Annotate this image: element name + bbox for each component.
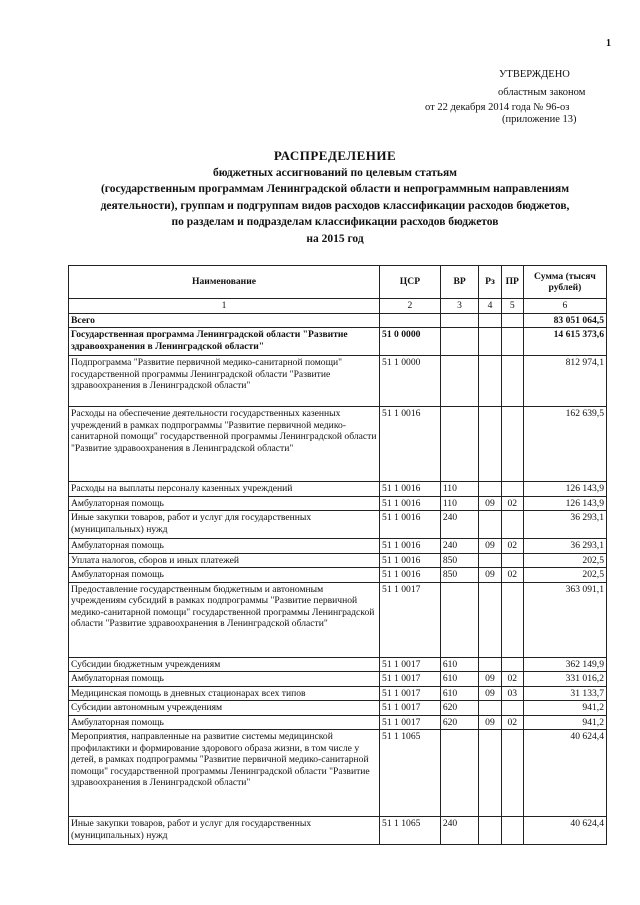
cell-rz <box>479 701 501 716</box>
cell-vr <box>440 313 479 328</box>
table-row <box>69 482 607 497</box>
cell-pr <box>501 657 523 672</box>
cell-csr: 51 1 0016 <box>380 482 441 497</box>
table-row <box>69 730 607 817</box>
title-line-3: деятельности), группам и подгруппам видов расходов классификации расходов бюджетов, <box>100 199 570 212</box>
cell-pr <box>501 701 523 716</box>
cell-vr <box>440 582 479 657</box>
cell-name: Государственная программа Ленинградской области "Развитие здравоохранения в Ленинградской области" <box>69 328 380 356</box>
cell-pr <box>501 553 523 568</box>
cell-vr: 620 <box>440 701 479 716</box>
cell-vr: 610 <box>440 657 479 672</box>
cell-rz: 09 <box>479 686 501 701</box>
cell-csr: 51 1 0016 <box>380 539 441 554</box>
index-cell: 6 <box>523 299 606 314</box>
cell-vr: 850 <box>440 553 479 568</box>
cell-pr <box>501 407 523 482</box>
cell-rz <box>479 482 501 497</box>
cell-vr: 110 <box>440 496 479 511</box>
cell-sum: 162 639,5 <box>523 407 606 482</box>
cell-rz <box>479 553 501 568</box>
approval-date: от 22 декабря 2014 года № 96-оз <box>425 102 570 113</box>
cell-name: Амбулаторная помощь <box>69 496 380 511</box>
title-line-5: на 2015 год <box>306 232 364 245</box>
cell-pr <box>501 482 523 497</box>
header-pr: ПР <box>501 266 523 299</box>
header-name: Наименование <box>69 266 380 299</box>
cell-vr: 850 <box>440 568 479 583</box>
table-row <box>69 496 607 511</box>
cell-name: Амбулаторная помощь <box>69 672 380 687</box>
cell-rz: 09 <box>479 568 501 583</box>
cell-pr <box>501 313 523 328</box>
cell-pr: 02 <box>501 568 523 583</box>
cell-csr: 51 1 0000 <box>380 356 441 407</box>
cell-rz <box>479 657 501 672</box>
cell-csr: 51 1 0017 <box>380 701 441 716</box>
cell-csr: 51 1 0017 <box>380 686 441 701</box>
cell-name: Всего <box>69 313 380 328</box>
cell-sum: 812 974,1 <box>523 356 606 407</box>
cell-csr: 51 1 0016 <box>380 511 441 539</box>
cell-name: Иные закупки товаров, работ и услуг для государственных (муниципальных) нужд <box>69 511 380 539</box>
cell-csr: 51 1 0016 <box>380 496 441 511</box>
cell-vr: 240 <box>440 511 479 539</box>
cell-name: Амбулаторная помощь <box>69 539 380 554</box>
cell-csr: 51 1 1065 <box>380 817 441 845</box>
table-row <box>69 657 607 672</box>
header-csr: ЦСР <box>380 266 441 299</box>
cell-pr <box>501 730 523 817</box>
title-line-4: по разделам и подразделам классификации расходов бюджетов <box>171 216 499 228</box>
cell-rz <box>479 407 501 482</box>
cell-sum: 40 624,4 <box>523 817 606 845</box>
cell-pr <box>501 328 523 356</box>
index-cell: 1 <box>69 299 380 314</box>
approval-appendix: (приложение 13) <box>502 114 577 125</box>
cell-vr: 620 <box>440 715 479 730</box>
cell-rz: 09 <box>479 496 501 511</box>
title-main: РАСПРЕДЕЛЕНИЕ <box>273 148 397 163</box>
cell-pr: 03 <box>501 686 523 701</box>
cell-name: Субсидии автономным учреждениям <box>69 701 380 716</box>
cell-pr: 02 <box>501 672 523 687</box>
cell-name: Иные закупки товаров, работ и услуг для государственных (муниципальных) нужд <box>69 817 380 845</box>
table-row <box>69 328 607 356</box>
cell-rz <box>479 313 501 328</box>
cell-sum: 83 051 064,5 <box>523 313 606 328</box>
cell-pr: 02 <box>501 496 523 511</box>
cell-csr: 51 1 1065 <box>380 730 441 817</box>
cell-rz <box>479 511 501 539</box>
cell-sum: 362 149,9 <box>523 657 606 672</box>
cell-sum: 331 016,2 <box>523 672 606 687</box>
cell-vr: 240 <box>440 539 479 554</box>
cell-sum: 31 133,7 <box>523 686 606 701</box>
cell-pr <box>501 356 523 407</box>
cell-sum: 36 293,1 <box>523 511 606 539</box>
table-row <box>69 672 607 687</box>
cell-csr <box>380 313 441 328</box>
cell-vr <box>440 407 479 482</box>
title-line-1: бюджетных ассигнований по целевым статьям <box>212 166 458 179</box>
table-row <box>69 313 607 328</box>
cell-sum: 363 091,1 <box>523 582 606 657</box>
cell-sum: 941,2 <box>523 701 606 716</box>
table-row <box>69 407 607 482</box>
cell-name: Предоставление государственным бюджетным и автономным учреждениям субсидий в рамках подпрограммы "Развитие первичной медико-санитарной помощи" государственной программы Ленинградской области "Развитие здравоохранения в Ленинградской области" <box>69 582 380 657</box>
cell-csr: 51 0 0000 <box>380 328 441 356</box>
cell-vr: 610 <box>440 686 479 701</box>
index-cell: 5 <box>501 299 523 314</box>
cell-name: Мероприятия, направленные на развитие системы медицинской профилактики и формирование здорового образа жизни, в том числе у детей, в рамках подпрограммы "Развитие первичной медико-санитарной помощи" государственной программы Ленинградской области "Развитие здравоохранения в Ленинградской области" <box>69 730 380 817</box>
table-row <box>69 701 607 716</box>
table-row <box>69 553 607 568</box>
table-row <box>69 356 607 407</box>
header-rz: Рз <box>479 266 501 299</box>
cell-name: Амбулаторная помощь <box>69 715 380 730</box>
index-cell: 4 <box>479 299 501 314</box>
cell-rz: 09 <box>479 539 501 554</box>
cell-csr: 51 1 0017 <box>380 582 441 657</box>
table-row <box>69 539 607 554</box>
table-row <box>69 568 607 583</box>
cell-sum: 36 293,1 <box>523 539 606 554</box>
cell-csr: 51 1 0016 <box>380 568 441 583</box>
cell-vr <box>440 356 479 407</box>
cell-vr: 610 <box>440 672 479 687</box>
cell-sum: 126 143,9 <box>523 496 606 511</box>
cell-pr <box>501 511 523 539</box>
cell-name: Субсидии бюджетным учреждениям <box>69 657 380 672</box>
cell-name: Уплата налогов, сборов и иных платежей <box>69 553 380 568</box>
page-number: 1 <box>606 38 611 49</box>
cell-sum: 126 143,9 <box>523 482 606 497</box>
cell-csr: 51 1 0017 <box>380 657 441 672</box>
cell-csr: 51 1 0016 <box>380 407 441 482</box>
cell-csr: 51 1 0017 <box>380 672 441 687</box>
table-row <box>69 582 607 657</box>
cell-rz <box>479 356 501 407</box>
cell-rz <box>479 730 501 817</box>
approval-title: УТВЕРЖДЕНО <box>499 69 570 80</box>
cell-sum: 40 624,4 <box>523 730 606 817</box>
cell-rz <box>479 817 501 845</box>
table-row <box>69 817 607 845</box>
cell-sum: 202,5 <box>523 553 606 568</box>
cell-pr: 02 <box>501 539 523 554</box>
cell-name: Медицинская помощь в дневных стационарах всех типов <box>69 686 380 701</box>
title-line-2: (государственным программам Ленинградской области и непрограммным направлениям <box>100 183 570 195</box>
cell-pr <box>501 817 523 845</box>
approval-law: областным законом <box>498 87 586 98</box>
cell-pr <box>501 582 523 657</box>
header-vr: ВР <box>440 266 479 299</box>
cell-vr <box>440 730 479 817</box>
cell-name: Расходы на выплаты персоналу казенных учреждений <box>69 482 380 497</box>
cell-sum: 941,2 <box>523 715 606 730</box>
cell-name: Амбулаторная помощь <box>69 568 380 583</box>
cell-rz: 09 <box>479 672 501 687</box>
index-cell: 2 <box>380 299 441 314</box>
cell-rz <box>479 582 501 657</box>
cell-rz <box>479 328 501 356</box>
cell-sum: 14 615 373,6 <box>523 328 606 356</box>
table-row <box>69 715 607 730</box>
cell-name: Расходы на обеспечение деятельности государственных казенных учреждений в рамках подпрограммы "Развитие первичной медико-санитарной помощи" государственной программы Ленинградской области "Развитие здравоохранения в Ленинградской области" <box>69 407 380 482</box>
cell-csr: 51 1 0016 <box>380 553 441 568</box>
budget-table <box>68 265 607 845</box>
cell-vr <box>440 328 479 356</box>
cell-vr: 110 <box>440 482 479 497</box>
table-row <box>69 511 607 539</box>
table-header-row <box>69 266 607 299</box>
cell-vr: 240 <box>440 817 479 845</box>
cell-name: Подпрограмма "Развитие первичной медико-санитарной помощи" государственной программы Ленинградской области "Развитие здравоохранения в Ленинградской области" <box>69 356 380 407</box>
index-cell: 3 <box>440 299 479 314</box>
cell-sum: 202,5 <box>523 568 606 583</box>
header-sum: Сумма (тысяч рублей) <box>523 266 606 299</box>
table-body <box>69 313 607 845</box>
cell-rz: 09 <box>479 715 501 730</box>
table-row <box>69 686 607 701</box>
table-index-row <box>69 299 607 314</box>
cell-pr: 02 <box>501 715 523 730</box>
document-title <box>40 148 630 247</box>
cell-csr: 51 1 0017 <box>380 715 441 730</box>
